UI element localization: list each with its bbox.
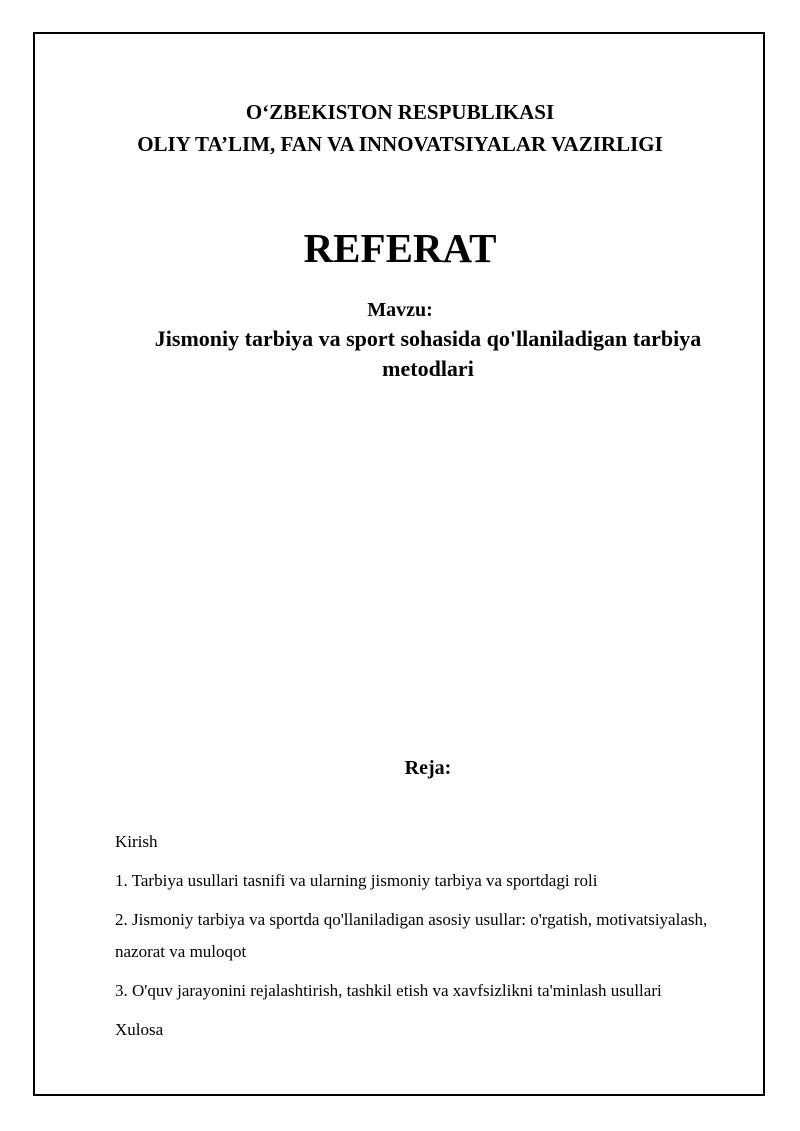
plan-item-3: 3. O'quv jarayonini rejalashtirish, tashkil etish va xavfsizlikni ta'minlash usullari [115,981,662,1000]
plan-item-2: 2. Jismoniy tarbiya va sportda qo'llaniladigan asosiy usullar: o'rgatish, motivatsiyalash, nazorat va muloqot [115,910,708,961]
ministry-title: OLIY TA’LIM, FAN VA INNOVATSIYALAR VAZIRLIGI [137,132,663,156]
plan-item-intro: Kirish [115,832,158,851]
subject-label: Mavzu: [367,299,433,321]
subject-text: Jismoniy tarbiya va sport sohasida qo'llaniladigan tarbiya metodlari [154,326,702,381]
plan-item-conclusion: Xulosa [115,1020,164,1039]
plan-heading: Reja: [404,757,452,779]
plan-list [115,826,755,1053]
document-title: REFERAT [303,225,497,271]
plan-item-1: 1. Tarbiya usullari tasnifi va ularning jismoniy tarbiya va sportdagi roli [115,871,598,890]
republic-title: O‘ZBEKISTON RESPUBLIKASI [245,100,555,124]
